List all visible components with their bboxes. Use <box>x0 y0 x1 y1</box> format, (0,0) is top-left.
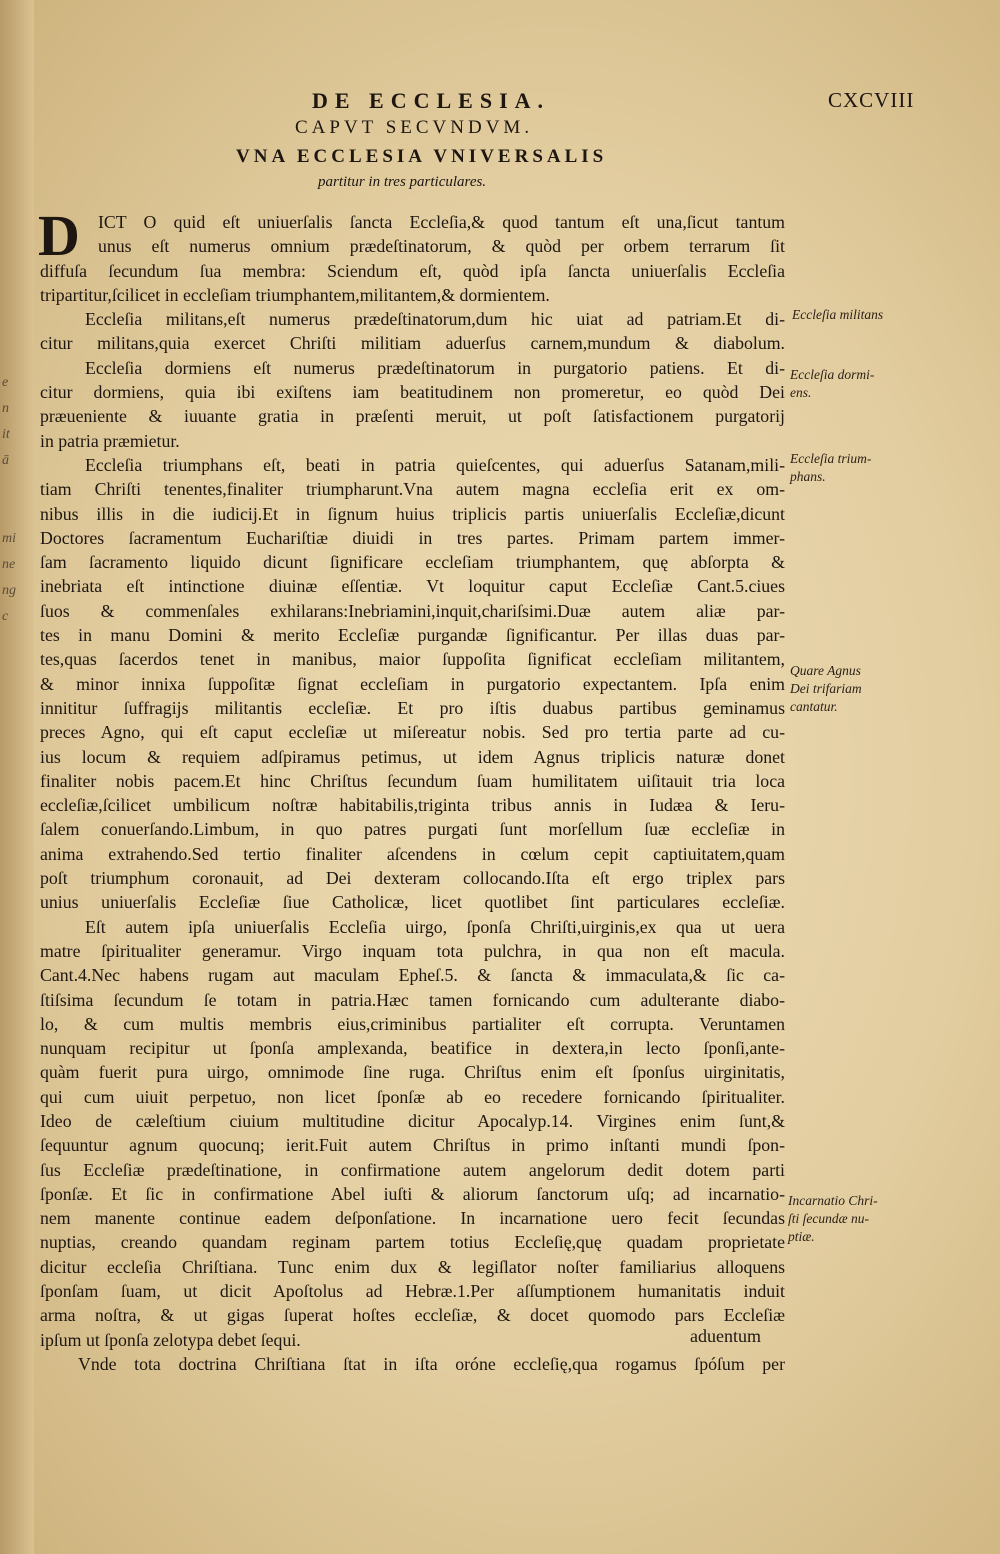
folio-number: CXCVIII <box>828 88 915 112</box>
text-line: tiam Chriſti tenentes,finaliter triumpharunt.Vna autem magna eccleſia erit ex om- <box>40 479 785 500</box>
margin-note-line: Eccleſia trium- <box>790 451 872 466</box>
text-line: tripartitur,ſcilicet in eccleſiam triumphantem,militantem,& dormientem. <box>40 284 550 305</box>
margin-note-line: cantatur. <box>790 699 838 714</box>
margin-note-dormiens <box>790 366 910 402</box>
margin-note-line: phans. <box>790 469 826 484</box>
text-line: poſt triumphum coronauit, ad Dei dexteram collocando.Iſta eſt ergo triplex pars <box>40 868 785 889</box>
text-line: ſam ſacramento liquido dicunt ſignificare eccleſiam triumphantem, quę abſorpta & <box>40 552 785 573</box>
text-line: lo, & cum multis membris eius,criminibus partialiter eſt corrupta. Veruntamen <box>40 1013 785 1034</box>
text-line: in patria præmietur. <box>40 430 180 451</box>
edge-mark: ne <box>2 557 16 572</box>
text-line: Eccleſia dormiens eſt numerus prædeſtinatorum in purgatorio patiens. Et di- <box>85 357 785 378</box>
margin-note-line: Eccleſia militans <box>792 307 884 322</box>
margin-note-militans <box>792 306 912 324</box>
text-line: matre ſpiritualiter generamur. Virgo inquam tota pulchra, in qua non eſt macula. <box>40 940 785 961</box>
text-line: ipſum ut ſponſa zelotypa debet ſequi. <box>40 1329 301 1350</box>
edge-mark: c <box>2 609 9 624</box>
margin-note-line: Dei trifariam <box>790 681 862 696</box>
text-line: nibus illis in die iudicij.Et in ſignum huius triplicis partis uniuerſalis Eccleſiæ,dicunt <box>40 503 785 524</box>
text-line: ius locum & requiem adſpiramus petimus, ut idem Agnus triplicis naturæ donet <box>40 746 785 767</box>
text-line: tes,quas ſacerdos tenet in manibus, maior ſuppoſita ſignificat eccleſiam militantem, <box>40 649 785 670</box>
text-line: unus eſt numerus omnium prædeſtinatorum, & quòd per orbem terrarum ſit <box>98 236 785 257</box>
text-line: Doctores ſacramentum Euchariſtiæ diuidi in tres partes. Primam partem immer- <box>40 527 785 548</box>
text-line: ſalem conuerſando.Limbum, in quo patres purgati ſunt morſellum ſuæ eccleſiæ in <box>40 819 785 840</box>
text-line: ſequuntur agnum quocunq; ierit.Fuit autem Chriſtus in primo inſtanti mundi ſpon- <box>40 1135 785 1156</box>
margin-note-line: ens. <box>790 385 812 400</box>
text-line: ſtiſsima ſecundum ſe totam in patria.Hæc tamen fornicando cum adulterante diabo- <box>40 989 785 1010</box>
text-line: qui cum uiuit perpetuo, non licet ſponſæ ab eo recedere fornicando ſpiritualiter. <box>40 1086 785 1107</box>
margin-note-incarnatio <box>788 1192 908 1246</box>
edge-mark: ng <box>2 583 16 598</box>
text-line: nuptias, creando quandam reginam partem totius Eccleſię,quę quadam proprietate <box>40 1232 785 1253</box>
text-line: ſuos & commenſales exhilarans:Inebriamini,inquit,chariſsimi.Duæ autem aliæ par- <box>40 600 785 621</box>
margin-note-line: ptiæ. <box>788 1229 815 1244</box>
text-line: arma noſtra, & ut gigas ſuperat hoſtes eccleſiæ, & docet quomodo pars Eccleſiæ <box>40 1305 785 1326</box>
text-line: anima extrahendo.Sed tertio finaliter aſcendens in cœlum cepit captiuitatem,quam <box>40 843 785 864</box>
text-line: Vnde tota doctrina Chriſtiana ſtat in iſta oróne eccleſię,qua rogamus ſpóſum per <box>78 1353 785 1374</box>
text-line: dicitur eccleſia Chriſtiana. Tunc enim dux & legiſlator noſter familiarius alloquens <box>40 1256 785 1277</box>
edge-mark: ā <box>2 453 9 468</box>
text-line: ſus Eccleſiæ prædeſtinatione, in confirmatione autem angelorum dedit dotem parti <box>40 1159 785 1180</box>
chapter-subtitle: partitur in tres particulares. <box>318 174 487 190</box>
text-line: ſponſæ. Et ſic in confirmatione Abel iuſti & aliorum ſanctorum uſq; ad incarnatio- <box>40 1183 785 1204</box>
edge-mark: n <box>2 401 9 416</box>
text-line: Ideo de cæleſtium ciuium multitudine dicitur Apocalyp.14. Virgines enim ſunt,& <box>40 1110 785 1131</box>
text-line: diffuſa ſecundum ſua membra: Sciendum eſt, quòd ipſa ſancta uniuerſalis Eccleſia <box>40 260 785 281</box>
text-line: eccleſiæ,ſcilicet umbilicum noſtræ habitabilis,triginta tribus annis in Iudæa & Ieru- <box>40 795 785 816</box>
text-line: nunquam recipitur ut ſponſa amplexanda, beatifice in dextera,in lecto ſponſi,ante- <box>40 1038 785 1059</box>
text-line: ICT O quid eſt uniuerſalis ſancta Eccleſia,& quod tantum eſt una,ſicut tantum <box>98 212 785 232</box>
margin-note-agnus <box>790 662 910 716</box>
text-line: tes in manu Domini & merito Eccleſiæ purgandæ ſignificantur. Per illas duas par- <box>40 625 785 646</box>
chapter-title: VNA ECCLESIA VNIVERSALIS <box>236 146 608 167</box>
text-line: preces Agno, qui eſt caput eccleſiæ ut miſereatur nobis. Sed pro tertia parte ad cu- <box>40 722 785 743</box>
text-line: Cant.4.Nec habens rugam aut maculam Epheſ.5. & ſancta & immaculata,& ſic ca- <box>40 965 785 986</box>
margin-note-line: Incarnatio Chri- <box>788 1193 878 1208</box>
edge-mark: it <box>2 427 10 442</box>
edge-mark: mi <box>2 531 16 546</box>
body-text <box>40 210 785 1376</box>
edge-marks <box>2 370 28 630</box>
text-line: præueniente & iuuante gratia in præſenti meruit, ut poſt ſatisfactionem purgatorij <box>40 406 785 427</box>
text-line: Eſt autem ipſa uniuerſalis Eccleſia uirgo, ſponſa Chriſti,uirginis,ex qua ut uera <box>85 916 785 937</box>
text-line: citur dormiens, quia ibi exiſtens iam beatitudinem non promeretur, eo quòd Dei <box>40 382 785 403</box>
drop-cap: D <box>38 203 80 268</box>
text-line: ſponſam ſuam, ut dicit Apoſtolus ad Hebræ.1.Per aſſumptionem humanitatis induit <box>40 1281 785 1302</box>
edge-mark: e <box>2 375 9 390</box>
text-line: inebriata eſt intinctione diuinæ eſſentiæ. Vt loquitur caput Eccleſiæ Cant.5.ciues <box>40 576 785 597</box>
text-line: finaliter nobis pacem.Et hinc Chriſtus ſecundum ſuam humilitatem uiſitauit tria loca <box>40 770 785 791</box>
text-line: unius uniuerſalis Eccleſiæ ſiue Catholicæ, licet quotlibet ſint particulares eccleſiæ. <box>40 892 785 913</box>
text-line: Eccleſia militans,eſt numerus prædeſtinatorum,dum hic uiat ad patriam.Et di- <box>85 309 785 330</box>
text-line: & minor innixa ſuppoſitæ ſignat eccleſiam in purgatorio expectantem. Ipſa enim <box>40 673 785 694</box>
left-page-edge <box>0 0 34 1554</box>
text-line: nem manente continue eadem deſponſatione. In incarnatione uero fecit ſecundas <box>40 1208 785 1229</box>
text-line: citur militans,quia exercet Chriſti militiam aduerſus carnem,mundum & diabolum. <box>40 333 785 354</box>
margin-note-line: Eccleſia dormi- <box>790 367 875 382</box>
running-head: DE ECCLESIA. <box>312 88 551 113</box>
chapter-heading: CAPVT SECVNDVM. <box>295 117 534 138</box>
text-line: innititur ſuffragijs militantis eccleſiæ. Et pro iſtis duabus partibus geminamus <box>40 697 785 718</box>
catchword: aduentum <box>690 1326 761 1346</box>
text-line: quàm fuerit pura uirgo, omnimode ſine ruga. Chriſtus enim eſt ſponſus uirginitatis, <box>40 1062 785 1083</box>
margin-note-line: Quare Agnus <box>790 663 861 678</box>
text-line: Eccleſia triumphans eſt, beati in patria quieſcentes, qui aduerſus Satanam,mili- <box>85 454 785 475</box>
margin-note-triumphans <box>790 450 910 486</box>
margin-note-line: ſti ſecundæ nu- <box>788 1211 869 1226</box>
